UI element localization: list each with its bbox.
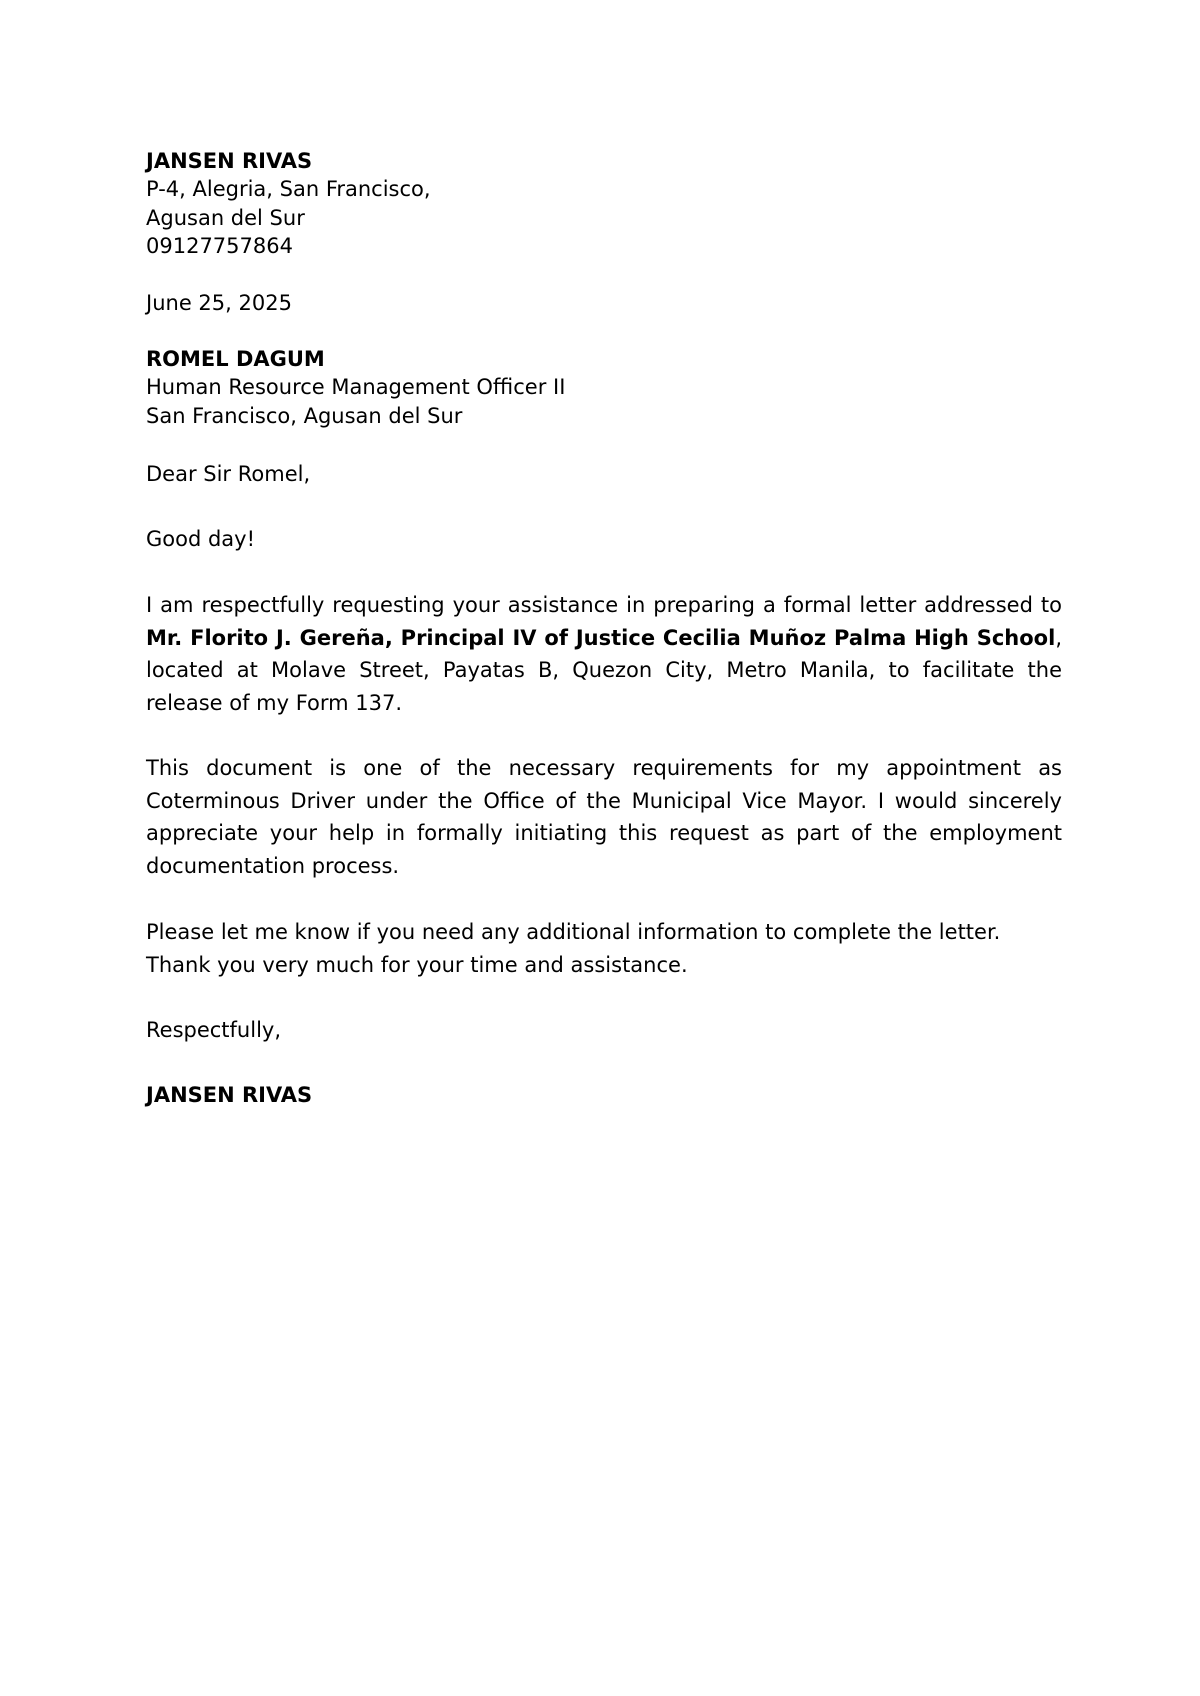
paragraph-1 [146, 589, 1062, 720]
recipient-name: ROMEL DAGUM [146, 347, 325, 371]
paragraph-1-text-a: I am respectfully requesting your assistance in preparing a formal letter addressed to [146, 593, 1062, 617]
letter-date: June 25, 2025 [146, 291, 292, 315]
recipient-location: San Francisco, Agusan del Sur [146, 403, 463, 428]
paragraph-3: Please let me know if you need any additional information to complete the letter. Thank you very much for your time and assistance. [146, 920, 1001, 977]
greeting: Good day! [146, 527, 256, 551]
sender-address-line1: P-4, Alegria, San Francisco, [146, 177, 431, 202]
sender-address-line2: Agusan del Sur [146, 205, 305, 230]
sender-phone: 09127757864 [146, 234, 293, 259]
paragraph-1-text-b: , located at Molave Street, Payatas B, Quezon City, Metro Manila, to facilitate the release of my Form 137. [146, 625, 1062, 716]
sender-block [146, 147, 1062, 261]
recipient-title: Human Resource Management Officer II [146, 375, 566, 400]
closing: Respectfully, [146, 1018, 282, 1042]
recipient-block [146, 345, 1062, 430]
paragraph-1-bold: Mr. Florito J. Gereña, Principal IV of Justice Cecilia Muñoz Palma High School [146, 625, 1056, 650]
sender-name: JANSEN RIVAS [146, 149, 313, 173]
paragraph-2: This document is one of the necessary requirements for my appointment as Coterminous Driver under the Office of the Municipal Vice Mayor. I would sincerely appreciate your help in formally initiating this request as part of the employment documentation process. [146, 756, 1062, 879]
signature-name: JANSEN RIVAS [146, 1083, 313, 1107]
salutation: Dear Sir Romel, [146, 462, 311, 486]
